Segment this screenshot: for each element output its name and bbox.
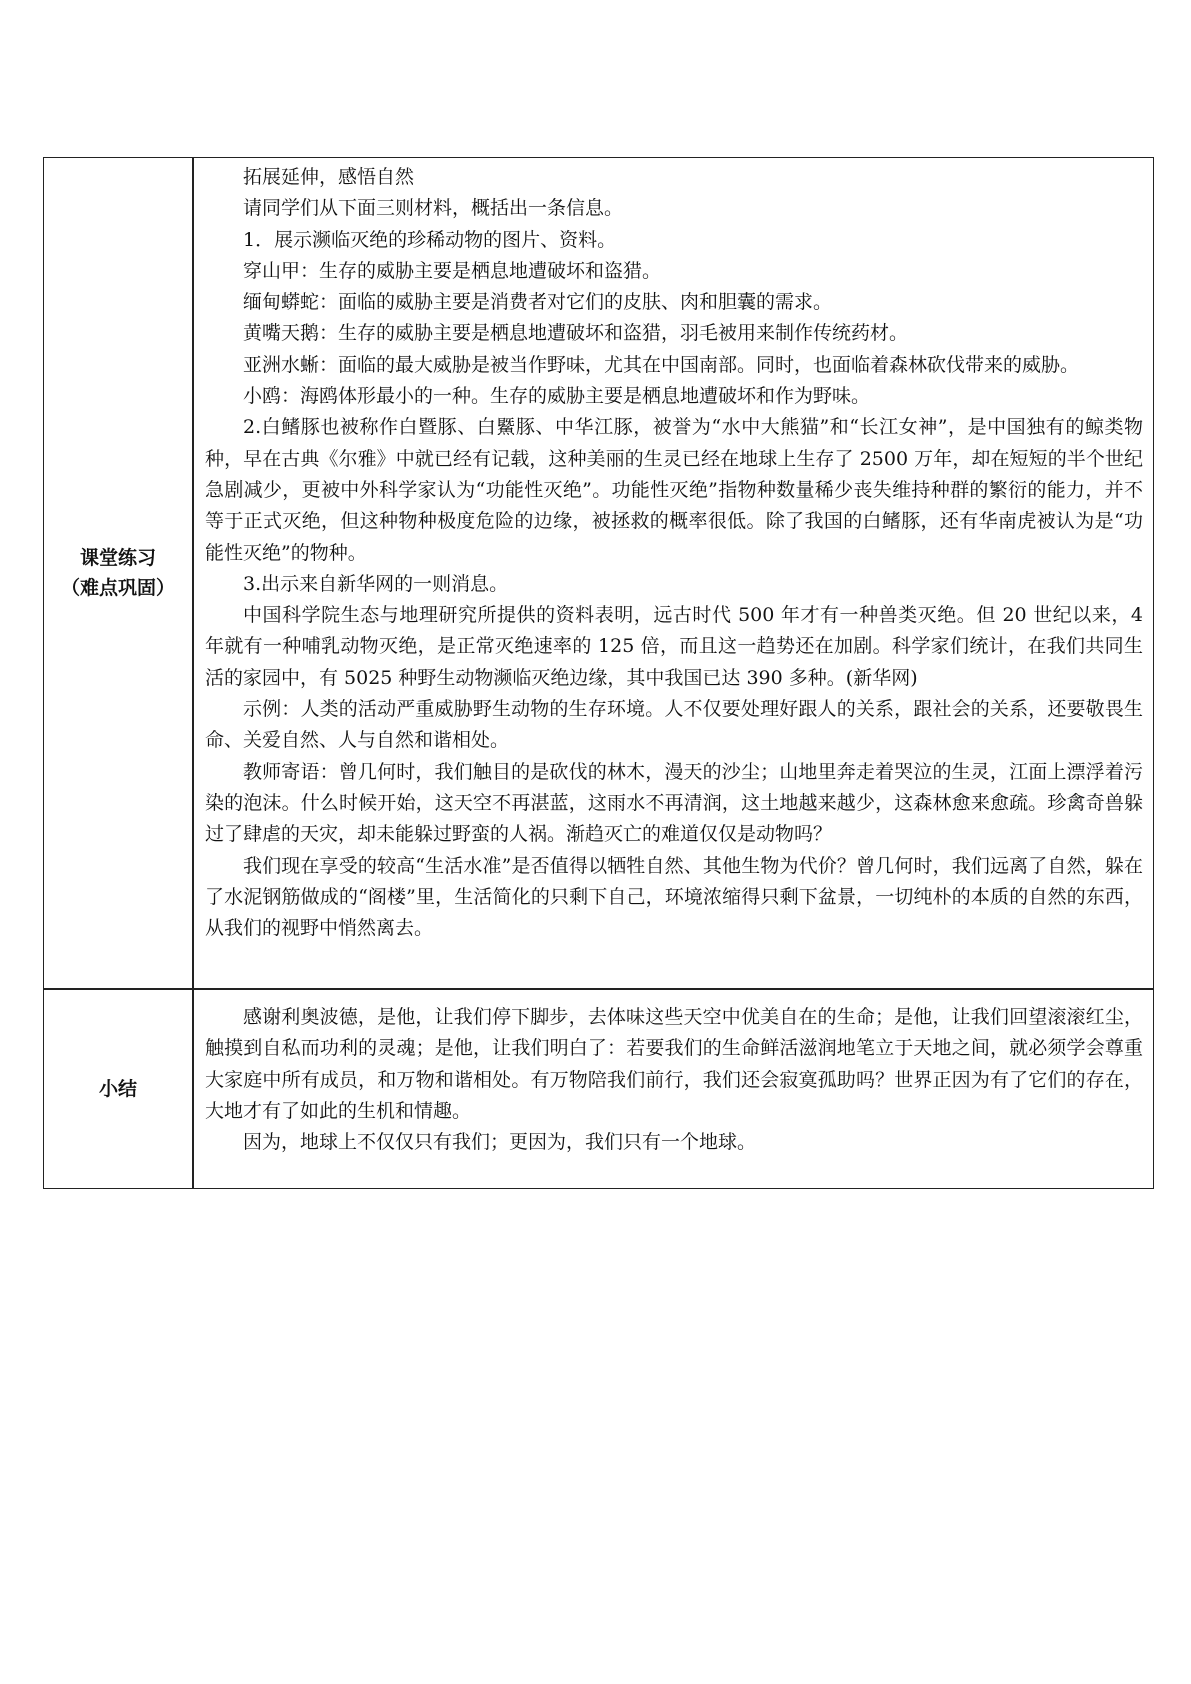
practice-paragraph: 1．展示濒临灭绝的珍稀动物的图片、资料。 [243, 228, 617, 251]
practice-paragraph: 3.出示来自新华网的一则消息。 [243, 572, 509, 595]
summary-row [44, 989, 1154, 1189]
practice-label-subtitle: （难点巩固） [60, 577, 175, 599]
summary-paragraph: 因为，地球上不仅仅只有我们；更因为，我们只有一个地球。 [243, 1131, 757, 1154]
practice-paragraph: 亚洲水蜥：面临的最大威胁是被当作野味，尤其在中国南部。同时，也面临着森林砍伐带来的威胁。 [243, 353, 1080, 376]
practice-paragraph: 中国科学院生态与地理研究所提供的资料表明，远古时代 500 年才有一种兽类灭绝。但 20 世纪以来，4 年就有一种哺乳动物灭绝，是正常灭绝速率的 125 倍，而且这一趋势还在加剧。科学家们统计，在我们共同生活的家园中，有 5025 种野生动物濒临灭绝边缘，其中我国已达 390 多种。(新华网) [205, 604, 1143, 689]
practice-paragraph: 2.白鳍豚也被称作白暨豚、白鱀豚、中华江豚，被誉为“水中大熊猫”和“长江女神”，是中国独有的鲸类物种，早在古典《尔雅》中就已经有记载，这种美丽的生灵已经在地球上生存了 2500 万年，却在短短的半个世纪急剧减少，更被中外科学家认为“功能性灭绝”。功能性灭绝”指物种数量稀少丧失维持种群的繁衍的能力，并不等于正式灭绝，但这种物种极度危险的边缘，被拯救的概率很低。除了我国的白鳍豚，还有华南虎被认为是“功能性灭绝”的物种。 [205, 416, 1143, 564]
summary-label-cell [44, 989, 194, 1189]
practice-paragraph: 请同学们从下面三则材料，概括出一条信息。 [243, 197, 624, 220]
practice-paragraph: 小鸥：海鸥体形最小的一种。生存的威胁主要是栖息地遭破坏和作为野味。 [243, 385, 871, 408]
practice-paragraph: 缅甸蟒蛇：面临的威胁主要是消费者对它们的皮肤、肉和胆囊的需求。 [243, 291, 833, 314]
practice-paragraph: 我们现在享受的较高“生活水准”是否值得以牺牲自然、其他生物为代价？曾几何时，我们远离了自然，躲在了水泥钢筋做成的“阁楼”里，生活简化的只剩下自己，环境浓缩得只剩下盆景，一切纯朴的本质的自然的东西，从我们的视野中悄然离去。 [205, 854, 1143, 940]
practice-paragraph: 黄嘴天鹅：生存的威胁主要是栖息地遭破坏和盗猎，羽毛被用来制作传统药材。 [243, 322, 909, 345]
practice-label-title: 课堂练习 [79, 547, 156, 569]
practice-paragraph: 教师寄语：曾几何时，我们触目的是砍伐的林木，漫天的沙尘；山地里奔走着哭泣的生灵，江面上漂浮着污染的泡沫。什么时候开始，这天空不再湛蓝，这雨水不再清润，这土地越来越少，这森林愈来愈疏。珍禽奇兽躲过了肆虐的天灾，却未能躲过野蛮的人祸。渐趋灭亡的难道仅仅是动物吗？ [205, 760, 1143, 846]
summary-content-cell [193, 989, 1154, 1189]
summary-paragraph: 感谢利奥波德，是他，让我们停下脚步，去体味这些天空中优美自在的生命；是他，让我们回望滚滚红尘，触摸到自私而功利的灵魂；是他，让我们明白了：若要我们的生命鲜活滋润地笔立于天地之间，就必须学会尊重大家庭中所有成员，和万物和谐相处。有万物陪我们前行，我们还会寂寞孤助吗？世界正因为有了它们的存在，大地才有了如此的生机和情趣。 [205, 1006, 1143, 1122]
lesson-plan-table [43, 157, 1154, 1189]
practice-paragraph: 示例：人类的活动严重威胁野生动物的生存环境。人不仅要处理好跟人的关系，跟社会的关系，还要敬畏生命、关爱自然、人与自然和谐相处。 [205, 698, 1143, 752]
practice-row [44, 158, 1154, 990]
practice-paragraph: 穿山甲：生存的威胁主要是栖息地遭破坏和盗猎。 [243, 259, 662, 282]
practice-label-cell [44, 158, 194, 990]
summary-label: 小结 [98, 1078, 137, 1100]
practice-content-cell [193, 158, 1154, 990]
practice-paragraph: 拓展延伸，感悟自然 [243, 166, 415, 188]
